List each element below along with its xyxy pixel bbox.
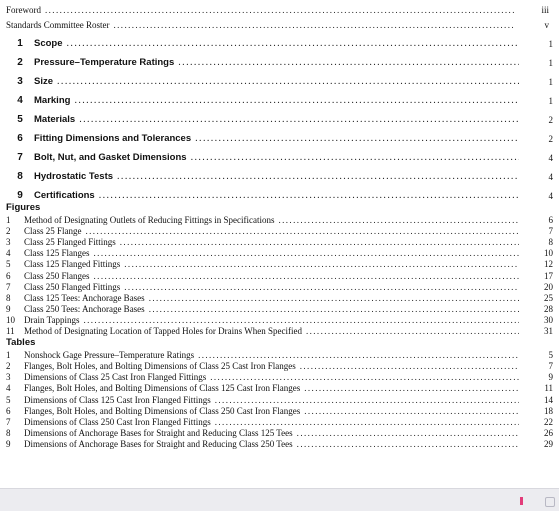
front-matter-title: Standards Committee Roster — [6, 20, 110, 30]
dot-leader — [86, 226, 520, 236]
dot-leader — [120, 237, 519, 247]
dot-leader — [149, 304, 519, 314]
figure-page-number: 20 — [544, 281, 553, 292]
dot-leader — [304, 383, 519, 393]
figure-number: 9 — [6, 303, 11, 314]
table-title: Dimensions of Anchorage Bases for Straight and Reducing Class 125 Tees — [24, 427, 293, 438]
dot-leader — [83, 315, 519, 325]
figures-list — [6, 214, 553, 336]
dot-leader — [114, 20, 516, 30]
figure-title: Method of Designating Outlets of Reducing Fittings in Specifications — [24, 215, 275, 226]
section-page-number: 1 — [548, 96, 553, 106]
table-page-number: 11 — [544, 383, 553, 394]
dot-leader — [191, 152, 519, 163]
dot-leader — [94, 271, 519, 281]
section-entry[interactable] — [6, 87, 553, 106]
section-entry[interactable] — [6, 144, 553, 163]
table-title: Flanges, Bolt Holes, and Bolting Dimensions of Class 25 Cast Iron Flanges — [24, 361, 296, 372]
table-entry[interactable] — [6, 393, 553, 404]
table-title: Flanges, Bolt Holes, and Bolting Dimensions of Class 125 Cast Iron Flanges — [24, 383, 301, 394]
table-title: Dimensions of Anchorage Bases for Straight and Reducing Class 250 Tees — [24, 438, 293, 449]
figure-entry[interactable] — [6, 303, 553, 314]
table-number: 7 — [6, 416, 11, 427]
dot-leader — [215, 395, 519, 405]
figure-title: Class 250 Flanges — [24, 270, 90, 281]
dot-leader — [300, 361, 519, 371]
front-matter-title: Foreword — [6, 5, 41, 15]
table-title: Nonshock Gage Pressure–Temperature Ratings — [24, 350, 195, 361]
figure-page-number: 28 — [544, 303, 553, 314]
table-page-number: 7 — [548, 361, 553, 372]
dot-leader — [297, 428, 519, 438]
figure-entry[interactable] — [6, 292, 553, 303]
figure-entry[interactable] — [6, 214, 553, 225]
section-title: Bolt, Nut, and Gasket Dimensions — [34, 152, 187, 163]
dot-leader — [278, 215, 519, 225]
tables-heading: Tables — [6, 337, 36, 349]
table-page-number: 22 — [544, 416, 553, 427]
dot-leader — [124, 259, 519, 269]
section-page-number: 1 — [548, 77, 553, 87]
figure-page-number: 17 — [544, 270, 553, 281]
section-title: Fitting Dimensions and Tolerances — [34, 133, 192, 144]
figure-entry[interactable] — [6, 314, 553, 325]
table-entry[interactable] — [6, 416, 553, 427]
table-page-number: 29 — [544, 438, 553, 449]
table-entry[interactable] — [6, 438, 553, 449]
front-matter-list — [6, 2, 553, 30]
table-number: 1 — [6, 350, 11, 361]
section-number: 2 — [17, 57, 23, 68]
figure-title: Class 250 Tees: Anchorage Bases — [24, 303, 145, 314]
table-of-contents — [6, 0, 553, 449]
front-matter-entry[interactable] — [6, 2, 553, 15]
dot-leader — [94, 248, 519, 258]
table-entry[interactable] — [6, 371, 553, 382]
table-page-number: 5 — [548, 350, 553, 361]
front-matter-page-number: iii — [541, 5, 549, 15]
figure-entry[interactable] — [6, 325, 553, 336]
section-page-number: 2 — [548, 134, 553, 144]
section-entry[interactable] — [6, 49, 553, 68]
figure-title: Class 125 Flanges — [24, 248, 90, 259]
figure-page-number: 10 — [544, 248, 553, 259]
section-page-number: 1 — [548, 39, 553, 49]
front-matter-entry[interactable] — [6, 17, 553, 30]
dot-leader — [198, 350, 519, 360]
table-number: 5 — [6, 394, 11, 405]
dot-leader — [124, 282, 519, 292]
figures-heading: Figures — [6, 202, 41, 213]
figure-number: 4 — [6, 248, 11, 259]
figure-page-number: 25 — [544, 292, 553, 303]
dot-leader — [297, 439, 519, 449]
section-entry[interactable] — [6, 68, 553, 87]
section-title: Materials — [34, 114, 76, 125]
section-title: Pressure–Temperature Ratings — [34, 57, 175, 68]
table-title: Dimensions of Class 25 Cast Iron Flanged Fittings — [24, 372, 207, 383]
section-page-number: 2 — [548, 115, 553, 125]
figure-title: Method of Designating Location of Tapped Holes for Drains When Specified — [24, 326, 302, 337]
section-page-number: 4 — [548, 191, 553, 201]
figure-page-number: 30 — [544, 314, 553, 325]
section-page-number: 1 — [548, 58, 553, 68]
figure-number: 8 — [6, 292, 11, 303]
figure-page-number: 31 — [544, 326, 553, 337]
section-title: Certifications — [34, 190, 95, 201]
dot-leader — [304, 406, 519, 416]
figure-number: 2 — [6, 226, 11, 237]
figure-title: Class 125 Tees: Anchorage Bases — [24, 292, 145, 303]
section-title: Scope — [34, 38, 63, 49]
dot-leader — [67, 38, 519, 49]
viewer-footer-bar — [0, 488, 559, 511]
figure-number: 6 — [6, 270, 11, 281]
section-entry[interactable] — [6, 182, 553, 201]
cursor-marker-icon — [520, 497, 523, 505]
figure-number: 5 — [6, 259, 11, 270]
figure-number: 3 — [6, 237, 11, 248]
figure-entry[interactable] — [6, 258, 553, 269]
dot-leader — [149, 293, 519, 303]
figure-number: 1 — [6, 215, 11, 226]
figure-entry[interactable] — [6, 269, 553, 280]
figure-page-number: 7 — [548, 226, 553, 237]
figure-entry[interactable] — [6, 225, 553, 236]
table-entry[interactable] — [6, 427, 553, 438]
figure-title: Class 25 Flange — [24, 226, 82, 237]
section-title: Size — [34, 76, 54, 87]
table-number: 9 — [6, 438, 11, 449]
figure-number: 7 — [6, 281, 11, 292]
section-number: 5 — [17, 114, 23, 125]
dot-leader — [79, 114, 519, 125]
section-number: 6 — [17, 133, 23, 144]
section-entry[interactable] — [6, 106, 553, 125]
table-page-number: 9 — [548, 372, 553, 383]
figure-entry[interactable] — [6, 236, 553, 247]
scroll-handle-icon[interactable] — [545, 497, 555, 507]
section-page-number: 4 — [548, 172, 553, 182]
table-title: Dimensions of Class 125 Cast Iron Flanged Fittings — [24, 394, 211, 405]
figure-title: Drain Tappings — [24, 314, 80, 325]
table-page-number: 26 — [544, 427, 553, 438]
table-number: 3 — [6, 372, 11, 383]
dot-leader — [306, 326, 519, 336]
dot-leader — [99, 190, 519, 201]
figure-title: Class 125 Flanged Fittings — [24, 259, 121, 270]
figure-number: 11 — [6, 326, 15, 337]
section-entry[interactable] — [6, 30, 553, 49]
figure-number: 10 — [6, 314, 15, 325]
dot-leader — [74, 95, 519, 106]
front-matter-page-number: v — [544, 20, 549, 30]
sections-list — [6, 30, 553, 201]
dot-leader — [57, 76, 519, 87]
section-title: Hydrostatic Tests — [34, 171, 114, 182]
section-number: 3 — [17, 76, 23, 87]
table-entry[interactable] — [6, 382, 553, 393]
section-entry[interactable] — [6, 125, 553, 144]
table-number: 4 — [6, 383, 11, 394]
tables-list — [6, 349, 553, 449]
table-entry[interactable] — [6, 360, 553, 371]
table-number: 6 — [6, 405, 11, 416]
table-entry[interactable] — [6, 405, 553, 416]
figure-entry[interactable] — [6, 281, 553, 292]
dot-leader — [195, 133, 519, 144]
section-number: 7 — [17, 152, 23, 163]
section-entry[interactable] — [6, 163, 553, 182]
table-page-number: 14 — [544, 394, 553, 405]
figure-entry[interactable] — [6, 247, 553, 258]
figure-page-number: 12 — [544, 259, 553, 270]
figure-title: Class 250 Flanged Fittings — [24, 281, 121, 292]
figure-page-number: 6 — [548, 215, 553, 226]
table-page-number: 18 — [544, 405, 553, 416]
dot-leader — [117, 171, 519, 182]
section-number: 4 — [17, 95, 23, 106]
table-number: 2 — [6, 361, 11, 372]
section-page-number: 4 — [548, 153, 553, 163]
section-title: Marking — [34, 95, 71, 106]
table-number: 8 — [6, 427, 11, 438]
figure-page-number: 8 — [548, 237, 553, 248]
dot-leader — [215, 417, 519, 427]
section-number: 8 — [17, 171, 23, 182]
figure-title: Class 25 Flanged Fittings — [24, 237, 116, 248]
dot-leader — [210, 372, 519, 382]
dot-leader — [45, 5, 515, 15]
section-number: 1 — [17, 38, 23, 49]
section-number: 9 — [17, 190, 23, 201]
table-title: Flanges, Bolt Holes, and Bolting Dimensions of Class 250 Cast Iron Flanges — [24, 405, 301, 416]
table-entry[interactable] — [6, 349, 553, 360]
table-title: Dimensions of Class 250 Cast Iron Flanged Fittings — [24, 416, 211, 427]
dot-leader — [178, 57, 519, 68]
